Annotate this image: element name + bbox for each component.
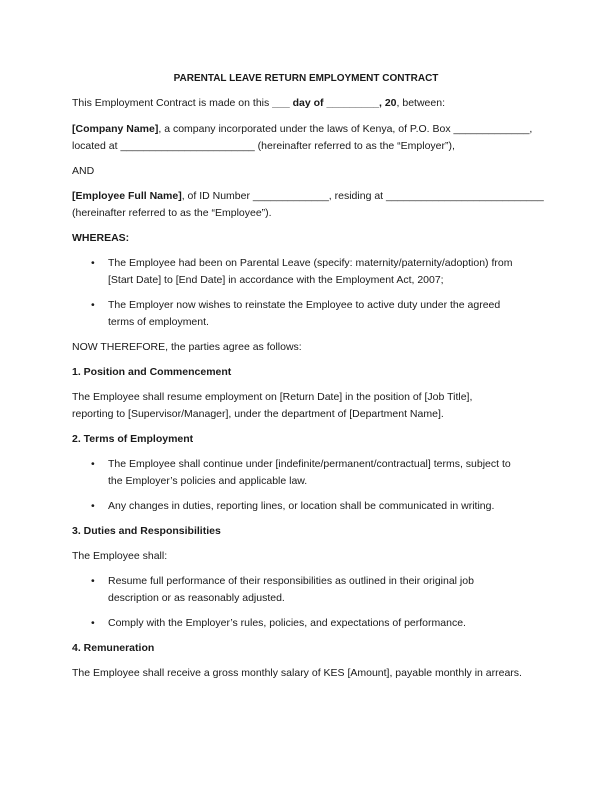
intro-post: , between:	[396, 97, 445, 109]
section-2-bullet-2-line-1: Any changes in duties, reporting lines, or location shall be communicated in writing.	[108, 500, 495, 512]
employee-line-2: (hereinafter referred to as the “Employee”).	[72, 207, 272, 219]
section-1-heading: 1. Position and Commencement	[72, 366, 232, 378]
section-3-bullet-1-line-2: description or as reasonably adjusted.	[108, 592, 285, 604]
bullet-icon: •	[91, 299, 95, 311]
section-3-heading: 3. Duties and Responsibilities	[72, 525, 221, 537]
now-therefore-line: NOW THEREFORE, the parties agree as follows:	[72, 341, 302, 353]
company-name: [Company Name]	[72, 123, 159, 135]
section-4-heading: 4. Remuneration	[72, 642, 155, 654]
employee-line-1	[72, 190, 544, 203]
employee-line-1-text: , of ID Number _____________, residing at ___________________________	[181, 190, 544, 202]
bullet-icon: •	[91, 500, 95, 512]
section-1-line-2: reporting to [Supervisor/Manager], under the department of [Department Name].	[72, 408, 444, 420]
intro-line	[72, 97, 445, 110]
bullet-icon: •	[91, 617, 95, 629]
whereas-heading: WHEREAS:	[72, 232, 130, 244]
bullet-icon: •	[91, 458, 95, 470]
company-line-1	[72, 123, 532, 136]
intro-date-blank: ___ day of _________, 20	[272, 97, 397, 109]
whereas-bullet-1-line-2: [Start Date] to [End Date] in accordance with the Employment Act, 2007;	[108, 274, 444, 286]
section-1-line-1: The Employee shall resume employment on [Return Date] in the position of [Job Title],	[72, 391, 473, 403]
section-3-bullet-1-line-1: Resume full performance of their responsibilities as outlined in their original job	[108, 575, 474, 587]
section-4-line-1: The Employee shall receive a gross monthly salary of KES [Amount], payable monthly in arrears.	[72, 667, 522, 679]
section-2-heading: 2. Terms of Employment	[72, 433, 194, 445]
company-line-2: located at _______________________ (hereinafter referred to as the “Employer”),	[72, 140, 455, 152]
and-separator: AND	[72, 165, 95, 177]
section-3-intro: The Employee shall:	[72, 550, 168, 562]
bullet-icon: •	[91, 257, 95, 269]
company-line-1-text: , a company incorporated under the laws of Kenya, of P.O. Box _____________,	[158, 123, 533, 135]
bullet-icon: •	[91, 575, 95, 587]
whereas-bullet-1-line-1: The Employee had been on Parental Leave (specify: maternity/paternity/adoption) from	[108, 257, 513, 269]
employee-name: [Employee Full Name]	[72, 190, 182, 202]
section-3-bullet-2-line-1: Comply with the Employer’s rules, policies, and expectations of performance.	[108, 617, 466, 629]
page-title: PARENTAL LEAVE RETURN EMPLOYMENT CONTRACT	[173, 73, 439, 84]
whereas-bullet-2-line-1: The Employer now wishes to reinstate the Employee to active duty under the agreed	[108, 299, 501, 311]
whereas-bullet-2-line-2: terms of employment.	[108, 316, 209, 328]
intro-pre: This Employment Contract is made on this	[72, 97, 273, 109]
section-2-bullet-1-line-2: the Employer’s policies and applicable law.	[108, 475, 308, 487]
section-2-bullet-1-line-1: The Employee shall continue under [indefinite/permanent/contractual] terms, subject to	[108, 458, 511, 470]
